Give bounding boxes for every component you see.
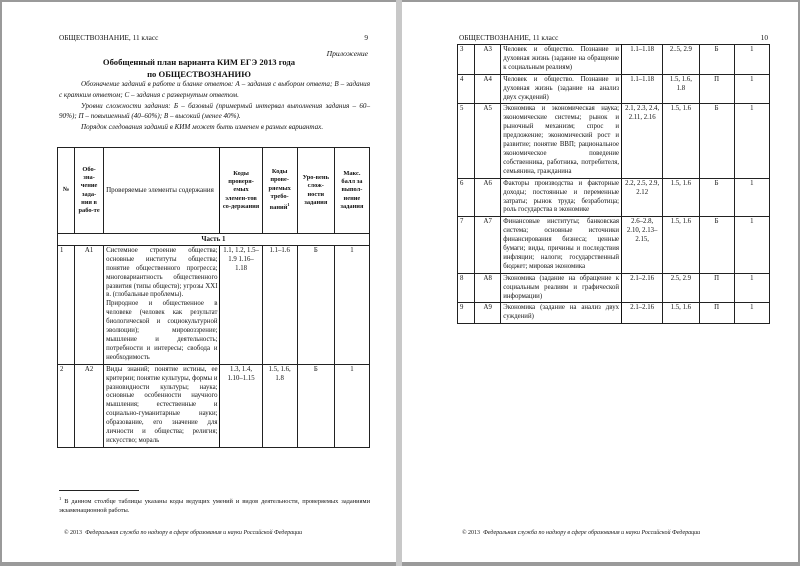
cell-req-codes: 2..5, 2.9: [663, 45, 699, 75]
copyright-year: © 2013: [64, 530, 83, 536]
footnote-separator: [59, 490, 139, 491]
page-number: 9: [364, 33, 368, 42]
appendix-label: Приложение: [326, 49, 368, 58]
table-row: [458, 178, 770, 217]
cell-level: Б: [699, 45, 734, 75]
running-head: ОБЩЕСТВОЗНАНИЕ, 11 класс: [459, 33, 559, 42]
cell-content-codes: 1.1, 1.2, 1.5–1.9 1.16–1.18: [220, 245, 262, 364]
cell-num: 6: [458, 178, 475, 217]
intro-order-note: Порядок следования заданий в КИМ может быть изменен в разных вариантах.: [81, 123, 324, 132]
cell-level: Б: [297, 364, 334, 447]
cell-content: Финансовые институты; банковская система; основные источники финансирования бизнеса; ценные бумаги; виды, причины и последствия инфляции; налоги; государственный бюджет; мировая экономика: [501, 217, 622, 273]
cell-designation: А2: [75, 364, 104, 447]
table-row: [58, 245, 370, 364]
header-content-codes: Коды проверя-емых элемен-тов со-держания: [220, 148, 262, 234]
cell-content-codes: 1.3, 1.4, 1.10–1.15: [220, 364, 262, 447]
header-content: Проверяемые элементы содержания: [104, 148, 220, 234]
cell-level: П: [699, 74, 734, 104]
plan-table-part-1: [57, 147, 370, 448]
table-row: [458, 217, 770, 273]
cell-req-codes: 1.5, 1.6, 1.8: [663, 74, 699, 104]
cell-content-codes: 2.2, 2.5, 2.9, 2.12: [622, 178, 663, 217]
cell-level: Б: [297, 245, 334, 364]
cell-designation: А5: [475, 104, 501, 178]
table-header-row: [58, 148, 370, 234]
cell-num: 7: [458, 217, 475, 273]
table-row: [58, 364, 370, 447]
cell-designation: А4: [475, 74, 501, 104]
page-number: 10: [760, 33, 768, 42]
page-10: [402, 2, 798, 562]
cell-level: Б: [699, 104, 734, 178]
cell-level: П: [699, 303, 734, 324]
cell-num: 4: [458, 74, 475, 104]
table-row: [458, 303, 770, 324]
header-req-codes-text: Коды прове-ряемых требо-ваний: [268, 168, 291, 212]
cell-req-codes: 1.5, 1.6: [663, 303, 699, 324]
cell-level: П: [699, 273, 734, 303]
cell-req-codes: 1.5, 1.6: [663, 178, 699, 217]
cell-max-score: 1: [734, 104, 769, 178]
cell-content-codes: 1.1–1.18: [622, 74, 663, 104]
cell-content-codes: 2.1–2.16: [622, 303, 663, 324]
cell-content: Экономика (задание на анализ двух суждений): [501, 303, 622, 324]
cell-max-score: 1: [734, 217, 769, 273]
cell-content: Человек и общество. Познание и духовная жизнь (задание на обращение к социальным реалиям): [501, 45, 622, 75]
cell-req-codes: 2.5, 2.9: [663, 273, 699, 303]
footnote-text: В данном столбце таблицы указаны коды ведущих умений и видов деятельности, проверяемых заданиями экзаменационной работы.: [59, 498, 370, 515]
cell-num: 5: [458, 104, 475, 178]
intro-difficulty-levels: Уровни сложности задания: Б – базовый (примерный интервал выполнения задания – 60–90%); П – повышенный (40–60%); В – высокий (менее 40%).: [59, 101, 370, 121]
cell-content: Экономика (задание на обращение к социальным реалиям и графической информации): [501, 273, 622, 303]
cell-content-codes: 1.1–1.18: [622, 45, 663, 75]
cell-level: Б: [699, 178, 734, 217]
cell-max-score: 1: [334, 364, 369, 447]
document-title-line-2: по ОБЩЕСТВОЗНАНИЮ: [147, 69, 251, 79]
intro-designations: Обозначение заданий в работе и бланке ответов: А – задания с выбором ответа; В – задания с кратким ответом; С – задания с развернутым ответом.: [59, 80, 370, 99]
header-designation: Обо-зна-чение зада-ния в рабо-те: [75, 148, 104, 234]
page-9: [2, 2, 396, 562]
cell-req-codes: 1.1–1.6: [262, 245, 297, 364]
copyright-notice: [462, 530, 700, 536]
header-req-codes: [262, 148, 297, 234]
footnote: [59, 494, 370, 515]
part-label: Часть 1: [58, 234, 370, 246]
copyright-text: Федеральная служба по надзору в сфере образования и науки Российской Федерации: [85, 530, 303, 536]
cell-req-codes: 1.5, 1.6, 1.8: [262, 364, 297, 447]
intro-text: [59, 79, 370, 133]
header-num: №: [58, 148, 75, 234]
cell-req-codes: 1.5, 1.6: [663, 217, 699, 273]
plan-table-continued: [457, 44, 770, 324]
cell-content-codes: 2.1, 2.3, 2.4, 2.11, 2.16: [622, 104, 663, 178]
cell-max-score: 1: [334, 245, 369, 364]
header-level: Уро-вень слож-ности задания: [297, 148, 334, 234]
cell-designation: А3: [475, 45, 501, 75]
cell-content: Факторы производства и факторные доходы; постоянные и переменные затраты; рынок труда; безработица; роль государства в экономике: [501, 178, 622, 217]
cell-content: [104, 245, 220, 364]
cell-max-score: 1: [734, 303, 769, 324]
footnote-number: 1: [59, 496, 62, 501]
copyright-year: © 2013: [462, 530, 481, 536]
document-title-line-1: Обобщенный план варианта КИМ ЕГЭ 2013 года: [102, 57, 296, 67]
cell-content: Экономика и экономическая наука; экономические системы; рынок и рыночный механизм; спрос и предложение; экономический рост и развитие; понятие ВВП; рациональное экономическое поведение собственника, работника, потребителя, семьянина, гражданина: [501, 104, 622, 178]
cell-content-codes: 2.6–2.8, 2.10, 2.13–2.15,: [622, 217, 663, 273]
part-row: [58, 234, 370, 246]
copyright-notice: [64, 530, 302, 536]
table-row: [458, 104, 770, 178]
cell-num: 2: [58, 364, 75, 447]
cell-content-text-extra: Природное и общественное в человеке (человек как результат биологической и социокультурной эволюции); мировоззрение; мышление и деятельность; потребности и интересы; свобода и необходимость: [106, 300, 218, 361]
cell-content: Человек и общество. Познание и духовная жизнь (задание на анализ двух суждений): [501, 74, 622, 104]
header-max-score: Макс. балл за выпол-нение задания: [334, 148, 369, 234]
cell-req-codes: 1.5, 1.6: [663, 104, 699, 178]
cell-designation: А7: [475, 217, 501, 273]
cell-content-codes: 2.1–2.16: [622, 273, 663, 303]
cell-max-score: 1: [734, 178, 769, 217]
table-row: [458, 273, 770, 303]
cell-num: 3: [458, 45, 475, 75]
table-row: [458, 45, 770, 75]
cell-level: Б: [699, 217, 734, 273]
cell-num: 8: [458, 273, 475, 303]
cell-max-score: 1: [734, 45, 769, 75]
cell-num: 1: [58, 245, 75, 364]
cell-content-text: Системное строение общества; основные институты общества; понятие общественного прогресса; многовариантность общественного развития (типы обществ); угрозы XXI в. (глобальные проблемы).: [106, 246, 218, 299]
running-head: ОБЩЕСТВОЗНАНИЕ, 11 класс: [59, 33, 159, 42]
cell-num: 9: [458, 303, 475, 324]
cell-content: Виды знаний; понятие истины, ее критерии; понятие культуры, формы и разновидности культуры; наука; основные особенности научного мышления; естественные и социально-гуманитарные науки; образование, его значение для личности и общества; религия; искусство; мораль: [104, 364, 220, 447]
copyright-text: Федеральная служба по надзору в сфере образования и науки Российской Федерации: [483, 530, 701, 536]
cell-max-score: 1: [734, 273, 769, 303]
cell-designation: А8: [475, 273, 501, 303]
table-row: [458, 74, 770, 104]
cell-designation: А6: [475, 178, 501, 217]
cell-max-score: 1: [734, 74, 769, 104]
footnote-marker: 1: [287, 202, 290, 208]
cell-designation: А1: [75, 245, 104, 364]
cell-designation: А9: [475, 303, 501, 324]
